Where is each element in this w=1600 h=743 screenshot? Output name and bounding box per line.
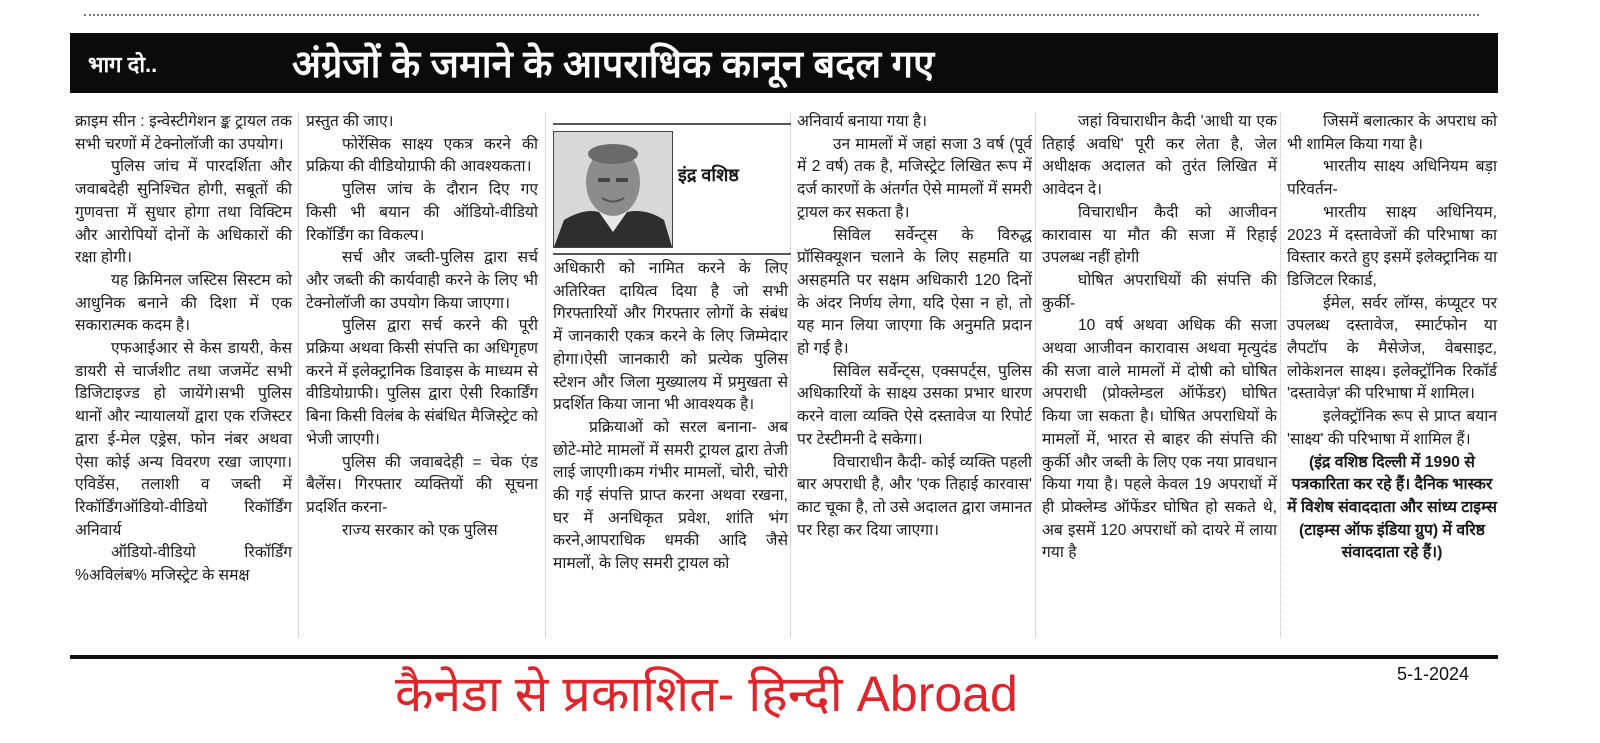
paragraph: पुलिस जांच के दौरान दिए गए किसी भी बयान की ऑडियो-वीडियो रिकॉर्डिंग का विकल्प। [306, 181, 538, 244]
paragraph: विचाराधीन कैदी को आजीवन कारावास या मौत की सजा में रिहाई उपलब्ध नहीं होगी [1042, 203, 1277, 267]
paragraph: सिविल सर्वेन्ट्स, एक्सपर्ट्स, पुलिस अधिकारियों के साक्ष्य उसका प्रभार धारण करने वाला व्यक्ति ऐसे दस्तावेज या रिपोर्ट पर टेस्टीमनी दे सकेगा। [797, 362, 1032, 448]
author-portrait-image [554, 132, 672, 247]
column-divider [790, 112, 791, 637]
paragraph: यह क्रिमिनल जस्टिस सिस्टम को आधुनिक बनाने की दिशा में एक सकारात्मक कदम है। [75, 271, 292, 335]
paragraph: एफआईआर से केस डायरी, केस डायरी से चार्जशीट तथा जजमेंट सभी डिजिटाइज्ड हो जायेंगे।सभी पुलिस थानों और न्यायालयों द्वारा एक रजिस्टर द्वारा ई-मेल एड्रेस, फोन नंबर अथवा ऐसा कोई अन्य विवरण रखा जाएगा। एविडेंस, तलाशी व जब्ती में रिकॉर्डिंगऑडियो-वीडियो रिकॉर्डिंग अनिवार्य [75, 340, 292, 539]
part-label: भाग दो.. [88, 52, 158, 77]
paragraph: फोरेंसिक साक्ष्य एकत्र करने की प्रक्रिया की वीडियोग्राफी की आवश्यकता। [306, 135, 538, 176]
publication-name: कैनेडा से प्रकाशित- हिन्दी Abroad [395, 666, 1018, 722]
column-divider [1035, 112, 1036, 637]
paragraph: 10 वर्ष अथवा अधिक की सजा अथवा आजीवन कारावास अथवा मृत्युदंड की सजा वाले मामलों में दोषी को घोषित अपराधी (प्रोक्लेम्डल ऑफेंडर) घोषित किया जा सकता है। घोषित अपराधियों के मामलों में, भारत से बाहर की संपत्ति की कुर्की और जब्ती के लिए एक नया प्रावधान किया गया है। पहले केवल 19 अपराधों में ही प्रोक्लेम्ड ऑफेंडर घोषित हो सकते थे, अब इसमें 120 अपराधों को दायरे में लाया गया है [1042, 317, 1277, 562]
article-column-5 [1042, 111, 1277, 565]
author-name: इंद्र वशिष्ठ [678, 165, 739, 185]
article-column-6 [1287, 111, 1497, 565]
paragraph: क्राइम सीन : इन्वेस्टीगेशन ङ्क ट्रायल तक सभी चरणों में टेक्नोलॉजी का उपयोग। [75, 113, 292, 153]
paragraph: ईमेल, सर्वर लॉग्स, कंप्यूटर पर उपलब्ध दस्तावेज, स्मार्टफोन या लैपटॉप के मैसेजेज, वेबसाइट, लोकेशनल साक्ष्य। इलेक्ट्रॉनिक रिकॉर्ड 'दस्तावेज़' की परिभाषा में शामिल। [1287, 294, 1497, 403]
column-divider [545, 112, 546, 637]
paragraph: इलेक्ट्रॉनिक रूप से प्राप्त बयान 'साक्ष्य' की परिभाषा में शामिल हैं। [1287, 408, 1497, 448]
paragraph: घोषित अपराधियों की संपत्ति की कुर्की- [1042, 271, 1277, 312]
paragraph: पुलिस की जवाबदेही = चेक एंड बैलेंस। गिरफ्तार व्यक्तियों की सूचना प्रदर्शित करना- [306, 453, 538, 516]
paragraph: सिविल सर्वेन्ट्स के विरुद्ध प्रॉसिक्यूशन चलाने के लिए सहमति या असहमति पर सक्षम अधिकारी 120 दिनों के अंदर निर्णय लेगा, यदि ऐसा न हो, तो यह मान लिया जाएगा कि अनुमति प्रदान हो गई है। [797, 226, 1032, 358]
paragraph: अधिकारी को नामित करने के लिए अतिरिक्त दायित्व दिया है जो सभी गिरफ्तारियों और गिरफ्तार लोगों के संबंध में जानकारी एकत्र करने के लिए जिम्मेदार होगा।ऐसी जानकारी को प्रत्येक पुलिस स्टेशन और जिला मुख्यालय में प्रमुखता से प्रदर्शित किया जाना भी आवश्यक है। [553, 260, 788, 414]
paragraph: विचाराधीन कैदी- कोई व्यक्ति पहली बार अपराधी है, और 'एक तिहाई कारवास' काट चूका है, तो उसे अदालत द्वारा जमानत पर रिहा कर दिया जाएगा। [797, 453, 1032, 539]
paragraph: सर्च और जब्ती-पुलिस द्वारा सर्च और जब्ती की कार्यवाही करने के लिए भी टेक्नोलॉजी का उपयोग किया जाएगा। [306, 249, 538, 312]
paragraph: राज्य सरकार को एक पुलिस [342, 521, 498, 539]
article-column-2 [306, 111, 538, 542]
column-divider [1280, 112, 1281, 637]
article-column-3 [553, 258, 788, 576]
photo-bottom-rule [553, 253, 791, 255]
article-column-4 [797, 111, 1032, 542]
article-column-1 [75, 111, 292, 588]
paragraph: प्रस्तुत की जाए। [306, 113, 394, 130]
paragraph: ऑडियो-वीडियो रिकॉर्डिंग %अविलंब% मजिस्ट्रेट के समक्ष [75, 544, 292, 585]
top-dotted-rule [84, 14, 1479, 16]
headline-title: अंग्रेजों के जमाने के आपराधिक कानून बदल गए [292, 44, 935, 86]
publication-date: 5-1-2024 [1397, 664, 1470, 684]
author-bio: (इंद्र वशिष्ठ दिल्ली में 1990 से पत्रकारिता कर रहे हैं। दैनिक भास्कर में विशेष संवाददाता और सांध्य टाइम्स (टाइम्स ऑफ इंडिया ग्रुप) में वरिष्ठ संवाददाता रहे हैं।) [1287, 453, 1497, 562]
paragraph: पुलिस द्वारा सर्च करने की पूरी प्रक्रिया अथवा किसी संपत्ति का अधिगृहण करने में इलेक्ट्रानिक डिवाइस के माध्यम से वीडियोग्राफी। पुलिस द्वारा ऐसी रिकार्डिंग बिना किसी विलंब के संबंधित मैजिस्ट्रेट को भेजी जाएगी। [306, 317, 538, 448]
column-divider [298, 112, 299, 637]
paragraph: अनिवार्य बनाया गया है। [797, 113, 928, 130]
paragraph: जहां विचाराधीन कैदी 'आधी या एक तिहाई अवधि' पूरी कर लेता है, जेल अधीक्षक अदालत को तुरंत लिखित में आवेदन दे। [1042, 113, 1277, 199]
paragraph: भारतीय साक्ष्य अधिनियम बड़ा परिवर्तन- [1287, 158, 1497, 199]
paragraph: उन मामलों में जहां सजा 3 वर्ष (पूर्व में 2 वर्ष) तक है, मजिस्ट्रेट लिखित रूप में दर्ज कारणों के अंतर्गत ऐसे मामलों में समरी ट्रायल कर सकता है। [797, 135, 1032, 221]
paragraph: प्रक्रियाओं को सरल बनाना- अब छोटे-मोटे मामलों में समरी ट्रायल द्वारा तेजी लाई जाएगी।कम गंभीर मामलों, चोरी, चोरी की गई संपत्ति प्राप्त करना अथवा रखना, घर में अनधिकृत प्रवेश, शांति भंग करने,आपराधिक धमकी आदि जैसे मामलों, के लिए समरी ट्रायल को [553, 418, 788, 573]
paragraph: जिसमें बलात्कार के अपराध को भी शामिल किया गया है। [1287, 113, 1497, 153]
photo-top-rule [553, 123, 791, 125]
headline-band [70, 33, 1498, 93]
author-photo [553, 131, 673, 248]
paragraph: भारतीय साक्ष्य अधिनियम, 2023 में दस्तावेजों की परिभाषा का विस्तार करते हुए इसमें इलेक्ट्रानिक या डिजिटल रिकार्ड, [1287, 203, 1497, 289]
paragraph: पुलिस जांच में पारदर्शिता और जवाबदेही सुनिश्चित होगी, सबूतों की गुणवत्ता में सुधार होगा तथा विक्टिम और आरोपियों दोनों के अधिकारों की रक्षा होगी। [75, 158, 292, 267]
